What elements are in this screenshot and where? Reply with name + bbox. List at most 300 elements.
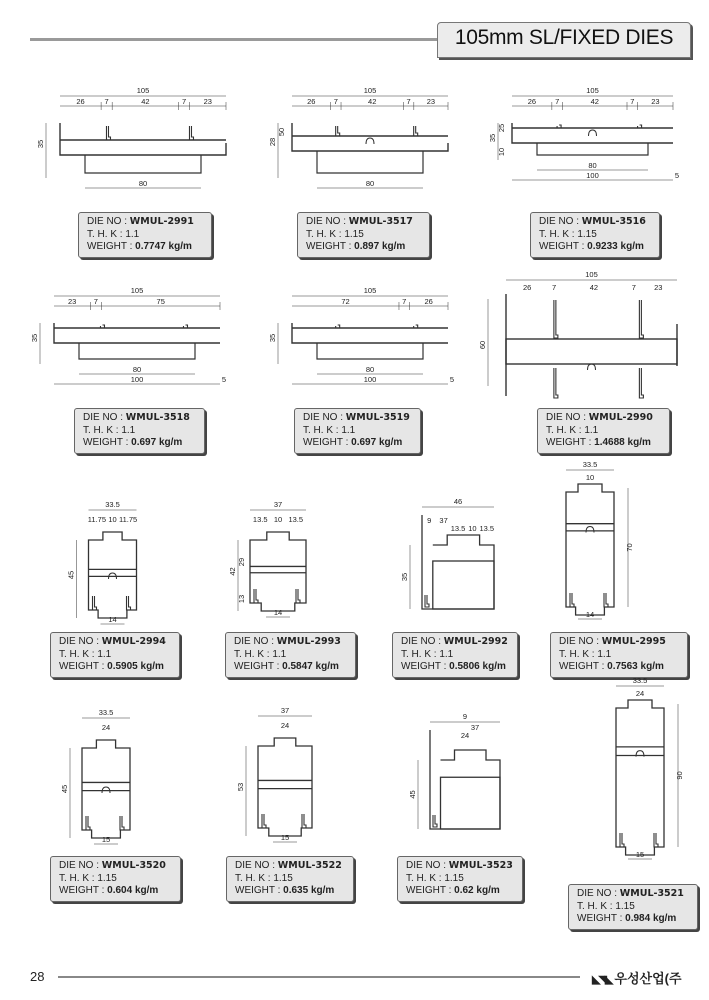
glazing-leg — [554, 368, 558, 398]
profile-base — [537, 143, 648, 155]
thk-key: T. H. K : — [546, 424, 585, 436]
thk-row — [401, 649, 509, 662]
dimension-label: 9 — [462, 712, 468, 721]
weight-key: WEIGHT : — [539, 241, 588, 252]
die-no-key: DIE NO : — [303, 412, 346, 423]
die-spec-box — [297, 212, 430, 258]
weight-key: WEIGHT : — [59, 661, 108, 672]
thk-row — [577, 901, 689, 914]
glazing-leg — [336, 126, 340, 136]
glazing-leg — [414, 325, 418, 328]
die-no-row — [87, 216, 203, 229]
profile-drawing — [480, 78, 685, 198]
thk-value: 1.15 — [97, 872, 117, 884]
dimension-label: 15 — [635, 850, 645, 859]
thk-value: 1.1 — [597, 648, 612, 660]
weight-value: 0.635 kg/m — [283, 885, 335, 896]
die-no-value: WMUL-2991 — [129, 216, 194, 227]
thk-key: T. H. K : — [539, 228, 578, 240]
thk-value: 1.1 — [584, 424, 599, 436]
profile-base — [317, 151, 423, 173]
dimension-label: 26 — [424, 297, 433, 306]
glazing-leg — [554, 300, 558, 338]
die-spec-box — [226, 856, 354, 902]
dimension-label: 7 — [333, 97, 338, 106]
weight-key: WEIGHT : — [235, 885, 284, 896]
die-spec-box — [50, 632, 180, 678]
page-number: 28 — [30, 969, 45, 984]
dimension-label: 75 — [156, 297, 165, 306]
profile-drawing — [56, 710, 156, 845]
dimension-label: 7 — [630, 97, 635, 106]
header-rule — [30, 38, 440, 41]
weight-value: 0.697 kg/m — [351, 437, 403, 448]
thk-key: T. H. K : — [559, 648, 598, 660]
dimension-label: 33.5 — [632, 676, 648, 685]
dimension-label: 25 — [497, 123, 506, 133]
dimension-label: 7 — [402, 297, 407, 306]
profile-drawing-svg — [260, 278, 460, 398]
thk-row — [559, 649, 679, 662]
profile-drawing-svg — [472, 262, 687, 402]
die-no-row — [306, 216, 421, 229]
thk-key: T. H. K : — [303, 424, 342, 436]
die-no-value: WMUL-2994 — [101, 636, 166, 647]
die-no-key: DIE NO : — [87, 216, 130, 227]
die-no-value: WMUL-2992 — [443, 636, 508, 647]
thk-value: 1.1 — [341, 424, 356, 436]
profile-body — [89, 532, 137, 618]
die-no-key: DIE NO : — [546, 412, 589, 423]
weight-row — [539, 241, 651, 254]
glazing-leg — [254, 589, 258, 603]
dimension-label: 11.75 — [118, 515, 138, 524]
thk-key: T. H. K : — [83, 424, 122, 436]
glazing-leg — [106, 126, 110, 140]
die-no-row — [559, 636, 679, 649]
die-no-key: DIE NO : — [59, 860, 102, 871]
thk-row — [83, 425, 196, 438]
thk-row — [87, 229, 203, 242]
dimension-label: 24 — [280, 721, 290, 730]
dimension-label: 10 — [497, 147, 506, 157]
glazing-leg — [414, 126, 418, 136]
thk-value: 1.1 — [97, 648, 112, 660]
thk-row — [406, 873, 514, 886]
weight-row — [234, 661, 347, 674]
profile-drawing — [22, 278, 232, 398]
profile-drawing-svg — [228, 495, 328, 625]
thk-value: 1.15 — [444, 872, 464, 884]
dimension-label: 33.5 — [582, 460, 598, 469]
weight-value: 0.7563 kg/m — [607, 661, 664, 672]
dimension-label: 7 — [631, 283, 636, 292]
weight-value: 0.5847 kg/m — [282, 661, 339, 672]
profile-body — [566, 484, 614, 615]
weight-row — [87, 241, 203, 254]
thk-value: 1.15 — [615, 900, 635, 912]
glazing-leg — [120, 816, 124, 830]
die-no-key: DIE NO : — [406, 860, 449, 871]
dimension-label: 7 — [182, 97, 187, 106]
dimension-label: 80 — [132, 365, 142, 374]
dimension-label: 13.5 — [252, 515, 268, 524]
dimension-label: 90 — [675, 771, 684, 780]
dimension-label: 23 — [203, 97, 212, 106]
die-no-key: DIE NO : — [59, 636, 102, 647]
dimension-label: 7 — [104, 97, 109, 106]
dimension-label: 35 — [400, 572, 409, 582]
dimension-label: 100 — [363, 375, 377, 384]
thk-value: 1.1 — [272, 648, 287, 660]
profile-drawing — [230, 706, 340, 845]
die-no-row — [539, 216, 651, 229]
thk-value: 1.1 — [439, 648, 454, 660]
profile-drawing-svg — [540, 460, 640, 625]
weight-row — [303, 437, 412, 450]
die-spec-box — [530, 212, 660, 258]
dimension-label: 37 — [470, 723, 480, 732]
weight-row — [83, 437, 196, 450]
die-no-key: DIE NO : — [401, 636, 444, 647]
thk-row — [234, 649, 347, 662]
weight-key: WEIGHT : — [401, 661, 450, 672]
profile-drawing-svg — [22, 278, 232, 398]
dimension-label: 45 — [66, 570, 76, 580]
weight-row — [59, 661, 171, 674]
weight-value: 0.62 kg/m — [454, 885, 500, 896]
thk-key: T. H. K : — [234, 648, 273, 660]
dimension-label: 5 — [674, 171, 680, 180]
die-no-row — [401, 636, 509, 649]
dimension-label: 7 — [551, 283, 557, 292]
dimension-label: 13.5 — [479, 524, 495, 533]
profile-base — [79, 343, 195, 359]
die-no-row — [303, 412, 412, 425]
weight-key: WEIGHT : — [303, 437, 352, 448]
weight-row — [306, 241, 421, 254]
glazing-leg — [189, 126, 193, 140]
die-no-key: DIE NO : — [235, 860, 278, 871]
dimension-label: 72 — [341, 297, 350, 306]
dimension-label: 53 — [236, 782, 245, 792]
profile-drawing — [28, 78, 238, 198]
dimension-label: 26 — [76, 97, 85, 106]
profile-drawing — [540, 460, 640, 625]
die-no-row — [234, 636, 347, 649]
profile-body — [82, 740, 130, 838]
thk-value: 1.15 — [273, 872, 293, 884]
profile-drawing — [392, 712, 512, 845]
weight-key: WEIGHT : — [83, 437, 132, 448]
die-no-key: DIE NO : — [234, 636, 277, 647]
profile-drawing — [260, 78, 460, 198]
thk-key: T. H. K : — [59, 648, 98, 660]
profile-drawing — [590, 676, 690, 865]
dimension-label: 80 — [365, 179, 375, 188]
die-no-value: WMUL-2990 — [588, 412, 653, 423]
thk-key: T. H. K : — [401, 648, 440, 660]
die-no-row — [235, 860, 345, 873]
dimension-label: 35 — [268, 333, 277, 343]
dimension-label: 24 — [635, 689, 645, 698]
die-no-value: WMUL-3518 — [125, 412, 190, 423]
glazing-leg — [638, 125, 642, 128]
dimension-label: 7 — [93, 297, 98, 306]
dimension-label: 42 — [590, 97, 599, 106]
dimension-label: 105 — [363, 286, 377, 295]
dimension-label: 23 — [654, 283, 663, 292]
dimension-label: 42 — [589, 283, 599, 292]
profile-drawing — [60, 495, 165, 625]
glazing-leg — [183, 325, 187, 328]
dimension-label: 24 — [101, 723, 111, 732]
company-name: 우성산업(주 — [614, 971, 682, 986]
dimension-label: 14 — [273, 608, 283, 617]
die-no-row — [59, 636, 171, 649]
dimension-label: 45 — [408, 790, 417, 799]
die-no-key: DIE NO : — [559, 636, 602, 647]
thk-row — [539, 229, 651, 242]
thk-key: T. H. K : — [59, 872, 98, 884]
weight-value: 0.5806 kg/m — [449, 661, 506, 672]
dimension-label: 9 — [427, 516, 432, 525]
glazing-leg — [93, 596, 97, 610]
dimension-label: 105 — [136, 86, 150, 95]
dimension-label: 35 — [36, 139, 45, 149]
dimension-label: 42 — [228, 567, 237, 576]
dimension-label: 105 — [586, 86, 599, 95]
weight-key: WEIGHT : — [87, 241, 136, 252]
dimension-label: 46 — [453, 497, 463, 506]
weight-value: 0.7747 kg/m — [135, 241, 192, 252]
profile-drawing-svg — [230, 706, 340, 845]
glazing-leg — [100, 325, 104, 328]
die-spec-box — [78, 212, 212, 258]
profile-drawing-svg — [480, 78, 685, 198]
thk-key: T. H. K : — [306, 228, 345, 240]
screw-port — [586, 526, 594, 532]
dimension-label: 13 — [237, 594, 246, 604]
die-spec-box — [294, 408, 421, 454]
screw-port — [366, 138, 374, 144]
profile-body — [616, 700, 664, 855]
profile-drawing-svg — [56, 710, 156, 845]
die-no-key: DIE NO : — [539, 216, 582, 227]
dimension-label: 105 — [363, 86, 377, 95]
header-tab — [437, 22, 691, 58]
die-spec-box — [550, 632, 688, 678]
glazing-leg — [639, 368, 643, 398]
dimension-label: 105 — [585, 270, 598, 279]
weight-key: WEIGHT : — [306, 241, 355, 252]
die-no-value: WMUL-2993 — [276, 636, 341, 647]
weight-row — [577, 913, 689, 926]
dimension-label: 37 — [280, 706, 290, 715]
weight-key: WEIGHT : — [559, 661, 608, 672]
glazing-leg — [302, 814, 306, 828]
thk-key: T. H. K : — [87, 228, 126, 240]
thk-key: T. H. K : — [577, 900, 616, 912]
thk-key: T. H. K : — [235, 872, 274, 884]
dimension-label: 42 — [141, 97, 150, 106]
dimension-label: 10 — [108, 515, 117, 524]
dimension-label: 80 — [365, 365, 375, 374]
weight-row — [401, 661, 509, 674]
glazing-leg — [654, 833, 658, 847]
dimension-label: 100 — [586, 171, 599, 180]
dimension-label: 14 — [585, 610, 595, 619]
dimension-label: 60 — [478, 340, 487, 350]
glazing-leg — [262, 814, 266, 828]
profile-chamber — [506, 339, 677, 364]
die-spec-box — [568, 884, 698, 930]
dimension-label: 10 — [468, 524, 477, 533]
die-no-row — [59, 860, 172, 873]
weight-row — [406, 885, 514, 898]
page-title: 105mm SL/FIXED DIES — [454, 26, 674, 49]
profile-body — [512, 123, 673, 143]
profile-body — [60, 123, 226, 155]
dimension-label: 5 — [221, 375, 227, 384]
profile-body — [292, 323, 448, 343]
dimension-label: 37 — [439, 516, 448, 525]
dimension-label: 24 — [460, 731, 470, 740]
die-no-value: WMUL-2995 — [601, 636, 666, 647]
die-spec-box — [537, 408, 670, 454]
weight-row — [559, 661, 679, 674]
footer-rule — [58, 976, 580, 978]
die-no-key: DIE NO : — [83, 412, 126, 423]
glazing-leg — [639, 300, 643, 338]
dimension-label: 35 — [488, 133, 497, 143]
die-no-value: WMUL-3521 — [619, 888, 684, 899]
profile-drawing-svg — [28, 78, 238, 198]
thk-value: 1.15 — [577, 228, 597, 240]
weight-row — [59, 885, 172, 898]
thk-row — [59, 649, 171, 662]
company-logo — [592, 968, 682, 987]
thk-row — [303, 425, 412, 438]
weight-key: WEIGHT : — [546, 437, 595, 448]
dimension-label: 105 — [130, 286, 144, 295]
profile-body — [292, 123, 448, 151]
weight-row — [546, 437, 661, 450]
thk-row — [306, 229, 421, 242]
die-no-value: WMUL-3522 — [277, 860, 342, 871]
dimension-label: 29 — [237, 557, 246, 567]
glazing-leg — [557, 125, 561, 128]
die-no-value: WMUL-3517 — [348, 216, 413, 227]
profile-drawing-svg — [60, 495, 165, 625]
glazing-leg — [127, 596, 131, 610]
logo-icon: ◣◥◣ — [592, 974, 612, 986]
dimension-label: 80 — [588, 161, 597, 170]
profile-drawing — [388, 495, 506, 625]
glazing-leg — [620, 833, 624, 847]
profile-drawing-svg — [260, 78, 460, 198]
die-no-value: WMUL-3519 — [345, 412, 410, 423]
dimension-label: 23 — [651, 97, 660, 106]
dimension-label: 23 — [68, 297, 77, 306]
thk-row — [546, 425, 661, 438]
dimension-label: 14 — [108, 615, 117, 624]
profile-base — [317, 343, 423, 359]
weight-value: 0.9233 kg/m — [587, 241, 644, 252]
thk-key: T. H. K : — [406, 872, 445, 884]
thk-row — [235, 873, 345, 886]
weight-value: 1.4688 kg/m — [594, 437, 651, 448]
thk-value: 1.15 — [344, 228, 364, 240]
dimension-label: 33.5 — [98, 708, 114, 717]
die-spec-box — [392, 632, 518, 678]
profile-chamber — [441, 777, 501, 829]
weight-key: WEIGHT : — [406, 885, 455, 896]
dimension-label: 26 — [307, 97, 316, 106]
weight-value: 0.697 kg/m — [131, 437, 183, 448]
glazing-leg — [433, 815, 437, 827]
dimension-label: 15 — [101, 835, 111, 844]
dimension-label: 45 — [60, 784, 69, 794]
die-no-row — [406, 860, 514, 873]
weight-row — [235, 885, 345, 898]
glazing-leg — [296, 589, 300, 603]
dimension-label: 35 — [30, 333, 39, 343]
dimension-label: 5 — [449, 375, 455, 384]
thk-row — [59, 873, 172, 886]
die-no-value: WMUL-3520 — [101, 860, 166, 871]
weight-value: 0.897 kg/m — [354, 241, 406, 252]
dimension-label: 10 — [585, 473, 595, 482]
dimension-label: 13.5 — [450, 524, 466, 533]
thk-value: 1.1 — [121, 424, 136, 436]
dimension-label: 7 — [406, 97, 411, 106]
dimension-label: 33.5 — [105, 500, 120, 509]
dimension-label: 13.5 — [288, 515, 304, 524]
die-spec-box — [225, 632, 356, 678]
profile-drawing — [472, 262, 687, 402]
dimension-label: 28 — [268, 137, 277, 147]
die-no-row — [577, 888, 689, 901]
die-spec-box — [74, 408, 205, 454]
die-no-key: DIE NO : — [306, 216, 349, 227]
dimension-label: 26 — [527, 97, 537, 106]
glazing-leg — [336, 325, 340, 328]
profile-body — [54, 323, 220, 343]
dimension-label: 42 — [368, 97, 377, 106]
profile-drawing-svg — [392, 712, 512, 845]
screw-port — [589, 130, 597, 136]
die-no-value: WMUL-3516 — [581, 216, 646, 227]
glazing-leg — [425, 595, 429, 607]
glazing-leg — [604, 593, 608, 607]
profile-base — [85, 155, 201, 173]
die-no-value: WMUL-3523 — [448, 860, 513, 871]
profile-drawing-svg — [388, 495, 506, 625]
die-no-row — [83, 412, 196, 425]
dimension-label: 11.75 — [87, 515, 107, 524]
weight-key: WEIGHT : — [234, 661, 283, 672]
dimension-label: 7 — [555, 97, 560, 106]
dimension-label: 10 — [273, 515, 283, 524]
weight-value: 0.604 kg/m — [107, 885, 159, 896]
dimension-label: 70 — [625, 543, 634, 552]
dimension-label: 37 — [273, 500, 283, 509]
weight-value: 0.984 kg/m — [625, 913, 677, 924]
die-no-key: DIE NO : — [577, 888, 620, 899]
die-spec-box — [50, 856, 181, 902]
dimension-label: 50 — [277, 127, 286, 137]
